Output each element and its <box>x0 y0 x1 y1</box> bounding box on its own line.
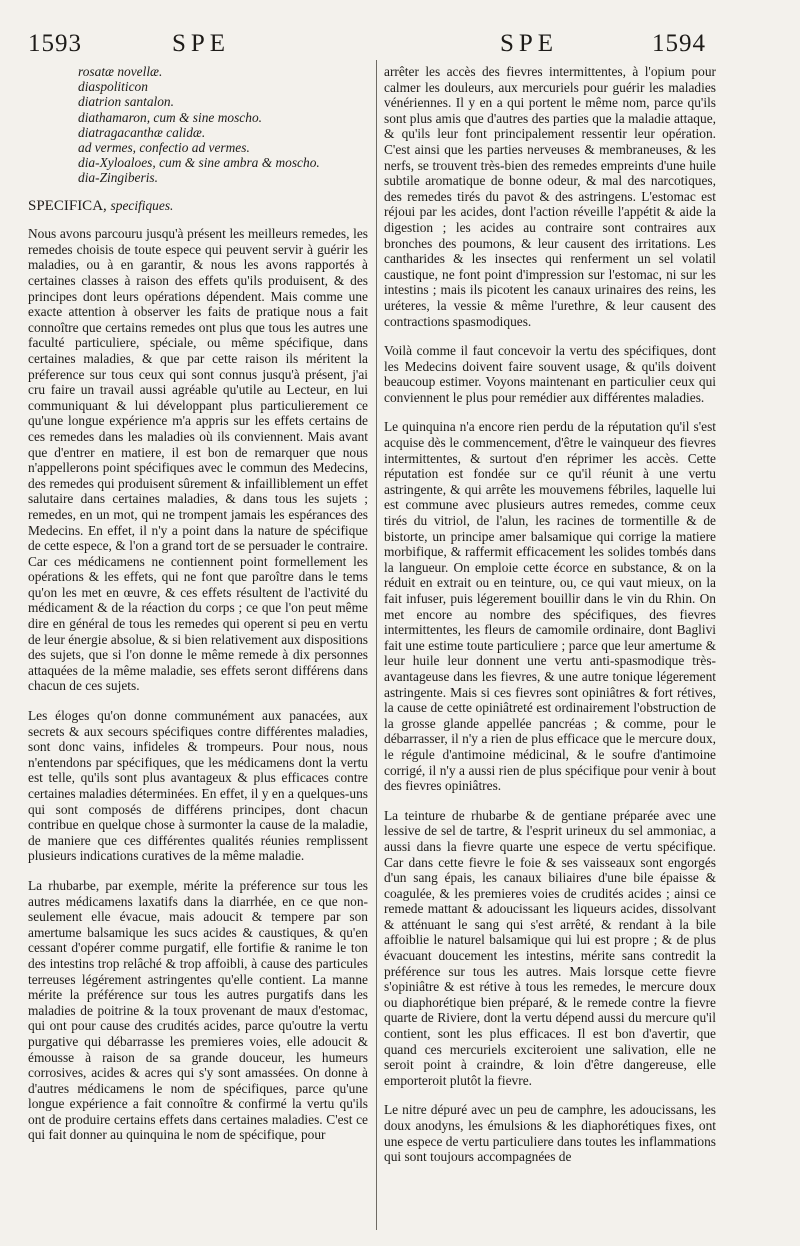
left-page-number: 1593 <box>28 30 82 57</box>
article-title: SPECIFICA, <box>28 197 107 214</box>
formula-item: diathamaron, cum & sine moscho. <box>78 109 262 125</box>
formula-list <box>78 64 368 186</box>
formula-item: diaspoliticon <box>78 79 148 95</box>
right-column <box>384 64 716 1228</box>
formula-item: dia-Xyloaloes, cum & sine ambra & moscho. <box>78 155 320 171</box>
formula-item: diatrion santalon. <box>78 94 174 110</box>
paragraph: La teinture de rhubarbe & de gentiane préparée avec une lessive de sel de tartre, & l'esprit urineux du sel ammoniac, a aussi dans la fievre quarte une espece de vertu spécifique. Car dans cette fievre le foie & ses vaisseaux sont engorgés d'un sang épais, les canaux biliaires d'une bile épaisse & coagulée, & les premieres voies de crudités acides ; ainsi ce remede mattant & adoucissant les liqueurs acides, dissolvant & atténuant le sang qui s'est arrêté, & rendant à la bile affoiblie le naturel balsamique qui lui est propre ; & de plus évacuant doucement les intestins, mérite sans contredit la préférence sur tous les autres. Mais lorsque cette fievre s'opiniâtre & est rétive à tous les remedes, le mercure doux ou diaphorétique bien préparé, & le remede contre la fievre quarte de Riviere, dont la vertu dépend aussi du mercure qu'il contient, sont les plus efficaces. Il est bon d'avertir, que quand ces mercuriels exciteroient une salivation, elle ne seroit point à craindre, & loin d'être dangereuse, elle emporteroit plutôt la fievre. <box>384 807 716 1088</box>
paragraph: Les éloges qu'on donne communément aux panacées, aux secrets & aux secours spécifiques contre différentes maladies, sont donc vains, infideles & trompeurs. Pour nous, nous n'entendons par spécifiques, que les médicamens dont la vertu est telle, qu'ils sont plus avantageux & plus efficaces contre certaines maladies déterminées. En effet, il y en a quelques-uns qui sont composés de différens principes, dont chacun contribue en quelque chose à surmonter la cause de la maladie, de maniere que ces différentes qualités réunies remplissent plusieurs indications curatives de la même maladie. <box>28 708 368 864</box>
paragraph: Nous avons parcouru jusqu'à présent les meilleurs remedes, les remedes choisis de toute espece qui peuvent servir à guérir les maladies, ou à en garantir, & nous les avons rapportés à certaines classes à raison des effets qu'ils produisent, & des principes dont leurs opérations dépendent. Mais comme une exacte attention à observer les faits de pratique nous a fait connoître que certains remedes ont plus que tous les autres une faculté particuliere, spéciale, ou même spécifique, dans certaines maladies, & que par cette raison ils méritent la préference sur tous ceux qui sont connus jusqu'à présent, j'ai cru faire un travail aussi agréable qu'utile au Lecteur, en lui communiquant & lui développant plus particulierement ce qu'une longue expérience m'a appris sur les effets certains de ces remedes dans les maladies où ils conviennent. Mais avant que d'entrer en matiere, il est bon de remarquer que nous n'appellerons point spécifiques avec le commun des Medecins, des remedes qui produisent sûrement & infailliblement un effet salutaire dans certaines maladies, & dans tous les sujets ; remedes, en un mot, qui ne trompent jamais les espérances des Medecins. En effet, il n'y a point dans la nature de spécifique de cette espece, & l'on a grand tort de se persuader le contraire. Car ces médicamens ne contiennent point formellement les opérations & les effets, qui ne font que paroître dans le tems qu'on les met en œuvre, & ces effets résultent de l'activité du médicament & de la réaction du corps ; ce que l'on peut même dire en général de tous les remedes qui operent si peu en vertu de leur énergie absolue, & si bien relativement aux dispositions des sujets, que si l'on donne le même remede à dix personnes attaquées de la même maladie, ses effets seront différens dans chacun de ces sujets. <box>28 226 368 694</box>
paragraph: arrêter les accès des fievres intermittentes, à l'opium pour calmer les douleurs, aux mercuriels pour guérir les maladies vénériennes. Il y en a qui portent le même nom, parce qu'ils sont plus amis que d'autres des parties que la maladie attaque, & qu'ils leur font principalement ressentir leur opération. C'est ainsi que les parties nerveuses & membraneuses, & les nerfs, se trouvent très-bien des remedes empreints d'une huile subtile aromatique de bonne odeur, & mal des narcotiques, des remedes tirés du pavot & des astringens. L'estomac est réjoui par les acides, dont l'action réveille l'appétit & aide la digestion ; les acides au contraire sont contraires aux bronches des poumons, & leur causent des irritations. Les cantharides & les insectes qui renferment un sel volatil caustique, ne font point d'impression sur l'estomac, ni sur les intestins ; mais ils picotent les canaux urinaires des reins, les uréteres, la vessie & même l'urethre, & leur causent des contractions spasmodiques. <box>384 64 716 329</box>
paragraph: Le quinquina n'a encore rien perdu de la réputation qu'il s'est acquise dès le commencement, d'être le vainqueur des fievres intermittentes, & surtout d'en réprimer les accès. Cette réputation est fondée sur ce qu'il réunit à une vertu astringente, & qui arrête les mouvemens fébriles, laquelle lui est commune avec plusieurs autres remedes, comme ceux tirés du vitriol, de l'alun, les racines de tormentille & de bistorte, un principe amer balsamique qui corrige la matiere morbifique, & raffermit efficacement les solides tombés dans la langueur. On emploie cette écorce en substance, & on la réduit en extrait ou en teinture, ou, ce qui vaut mieux, on la fait infuser, puis légerement bouillir dans le vin du Rhin. On met encore au nombre des spécifiques, des fievres intermittentes, les fleurs de camomile ordinaire, dont Baglivi fait une estime toute particuliere ; parce que leur amertume & leur huile leur donnent une vertu anti-spasmodique très-avantageuse dans les fievres, & une autre tonique légerement astringente. Mais si ces fievres sont opiniâtres & fort rétives, la cause de cette opiniâtreté est ordinairement l'obstruction de la grosse glande appellée pancréas ; & comme, pour le débarrasser, il n'y a rien de plus efficace que le mercure doux, le régule d'antimoine médicinal, & le soufre d'antimoine corrigé, il n'y a aussi rien de plus spécifique pour venir à bout des fievres opiniâtres. <box>384 419 716 794</box>
left-column <box>28 64 368 1228</box>
formula-item: ad vermes, confectio ad vermes. <box>78 140 250 156</box>
article-heading <box>28 198 368 215</box>
formula-item: rosatæ novellæ. <box>78 64 163 79</box>
right-running-head: SPE <box>500 30 559 57</box>
paragraph: La rhubarbe, par exemple, mérite la préference sur tous les autres médicamens laxatifs dans la diarrhée, en ce que non-seulement elle évacue, mais adoucit & tempere par son amertume balsamique les sucs acides & caustiques, & qu'en cessant d'opérer comme purgatif, elle fortifie & ranime le ton des intestins trop relâché & trop affoibli, à cause des particules terreuses légérement astringentes qu'elle contient. La manne mérite la préférence sur tous les autres purgatifs dans les maladies de poitrine & la toux provenant de maux d'estomac, qui ont pour cause des crudités acides, parce qu'outre la vertu purgative qui débarrasse les premieres voies, elle adoucit & émousse à raison de sa grande douceur, les humeurs corrosives, acides & acres qui s'y sont amassées. On donne à d'autres médicamens le nom de spécifiques, parce qu'une longue expérience a fait connoître & confirmé la vertu qu'ils ont de produire certains effets dans certaines maladies. C'est ce qui fait donner au quinquina le nom de spécifique, pour <box>28 877 368 1143</box>
formula-item: diatragacanthæ calidæ. <box>78 124 206 140</box>
article-subtitle: specifiques. <box>110 197 174 213</box>
formula-item: dia-Zingiberis. <box>78 170 158 186</box>
paragraph: Le nitre dépuré avec un peu de camphre, les adoucissans, les doux anodyns, les émulsions & les diaphorétiques fixes, ont une espece de vertu particuliere dans toutes les inflammations qui sont toujours accompagnées de <box>384 1102 716 1165</box>
paragraph: Voilà comme il faut concevoir la vertu des spécifiques, dont les Medecins doivent faire souvent usage, & qu'ils doivent beaucoup estimer. Voyons maintenant en particulier ceux qui conviennent le plus pour remédier aux différentes maladies. <box>384 343 716 405</box>
right-page-number: 1594 <box>652 30 706 57</box>
left-running-head: SPE <box>172 30 231 57</box>
column-divider <box>376 60 377 1230</box>
